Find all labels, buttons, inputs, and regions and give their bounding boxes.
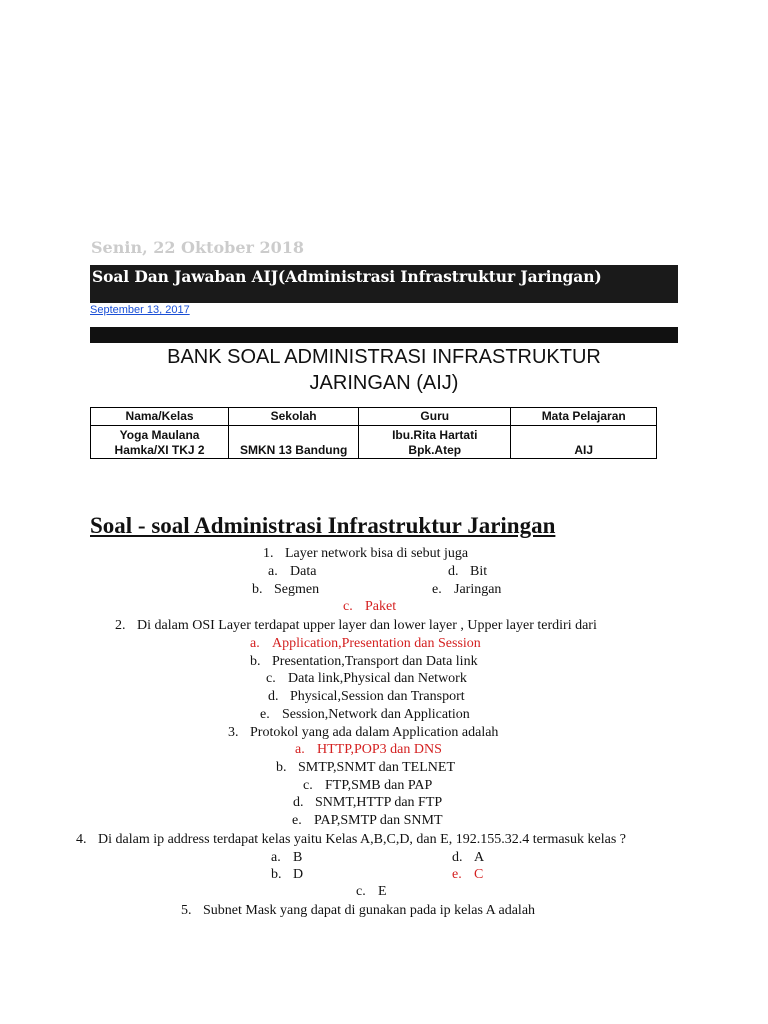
post-title[interactable]: Soal Dan Jawaban AIJ(Administrasi Infrastruktur Jaringan) <box>92 267 602 286</box>
bank-soal-title <box>90 344 678 396</box>
option-marker: b. <box>250 654 261 669</box>
question-number: 2. <box>115 618 126 633</box>
question-text: Di dalam ip address terdapat kelas yaitu Kelas A,B,C,D, dan E, 192.155.32.4 termasuk kelas ? <box>98 832 626 847</box>
student-info-table <box>90 407 657 459</box>
cell-line: Hamka/XI TKJ 2 <box>114 443 205 457</box>
option-text: D <box>293 867 304 882</box>
q4-option-b <box>271 866 303 883</box>
option-marker: e. <box>292 813 302 828</box>
question-text: Di dalam OSI Layer terdapat upper layer dan lower layer , Upper layer terdiri dari <box>137 618 597 633</box>
question-3 <box>228 724 498 741</box>
bank-title-line2: JARINGAN (AIJ) <box>309 372 459 394</box>
option-text: FTP,SMB dan PAP <box>325 778 433 793</box>
blog-date-header: Senin, 22 Oktober 2018 <box>91 238 305 257</box>
option-text: HTTP,POP3 dan DNS <box>317 742 442 757</box>
table-row <box>91 426 657 459</box>
q2-option-d <box>268 688 465 705</box>
option-text: A <box>474 850 485 865</box>
post-date-link[interactable]: September 13, 2017 <box>90 304 190 316</box>
option-text: PAP,SMTP dan SNMT <box>314 813 443 828</box>
cell-guru <box>359 426 511 459</box>
header-strip <box>90 327 678 343</box>
question-4 <box>76 831 626 848</box>
option-marker: d. <box>268 689 279 704</box>
option-marker: e. <box>432 582 442 597</box>
q3-option-c <box>303 777 432 794</box>
option-text: C <box>474 867 484 882</box>
cell-sekolah: SMKN 13 Bandung <box>229 426 359 459</box>
q3-option-b <box>276 759 455 776</box>
option-text: Session,Network dan Application <box>282 707 470 722</box>
q1-option-d <box>448 563 487 580</box>
option-text: SNMT,HTTP dan FTP <box>315 795 443 810</box>
option-text: Application,Presentation dan Session <box>272 636 481 651</box>
q4-option-d <box>452 849 484 866</box>
option-text: Paket <box>365 599 397 614</box>
question-number: 1. <box>263 546 274 561</box>
option-marker: b. <box>276 760 287 775</box>
q4-option-a <box>271 849 302 866</box>
option-marker: d. <box>293 795 304 810</box>
option-marker: b. <box>252 582 263 597</box>
cell-mata-pelajaran: AIJ <box>511 426 657 459</box>
table-header-cell: Sekolah <box>229 408 359 426</box>
cell-line: Yoga Maulana <box>119 428 200 442</box>
q1-option-b <box>252 581 319 598</box>
section-title: Soal - soal Administrasi Infrastruktur Jaringan <box>90 513 556 538</box>
question-text: Subnet Mask yang dapat di gunakan pada ip kelas A adalah <box>203 903 536 918</box>
option-marker: a. <box>250 636 260 651</box>
option-marker: a. <box>295 742 305 757</box>
table-header-row <box>91 408 657 426</box>
option-marker: d. <box>452 850 463 865</box>
question-number: 5. <box>181 903 192 918</box>
option-marker: e. <box>260 707 270 722</box>
option-marker: a. <box>268 564 278 579</box>
option-text: E <box>378 884 387 899</box>
option-text: Physical,Session dan Transport <box>290 689 465 704</box>
question-number: 4. <box>76 832 87 847</box>
question-2 <box>115 617 597 634</box>
cell-line: Bpk.Atep <box>408 443 462 457</box>
q1-option-e <box>432 581 501 598</box>
option-text: Segmen <box>274 582 320 597</box>
option-text: Bit <box>470 564 488 579</box>
q4-option-e-answer <box>452 866 483 883</box>
option-marker: b. <box>271 867 282 882</box>
option-marker: c. <box>343 599 353 614</box>
option-text: B <box>293 850 303 865</box>
q1-option-c-answer <box>343 598 396 615</box>
q3-option-e <box>292 812 443 829</box>
q4-option-c <box>356 883 387 900</box>
q2-option-a-answer <box>250 635 481 652</box>
option-marker: c. <box>303 778 313 793</box>
q2-option-b <box>250 653 478 670</box>
q1-option-a <box>268 563 316 580</box>
option-marker: e. <box>452 867 462 882</box>
q2-option-e <box>260 706 470 723</box>
option-marker: c. <box>266 671 276 686</box>
q3-option-d <box>293 794 442 811</box>
option-marker: a. <box>271 850 281 865</box>
post-title-bar <box>90 265 678 303</box>
question-text: Layer network bisa di sebut juga <box>285 546 469 561</box>
option-text: Presentation,Transport dan Data link <box>272 654 478 669</box>
cell-line: Ibu.Rita Hartati <box>392 428 478 442</box>
question-text: Protokol yang ada dalam Application adalah <box>250 725 499 740</box>
question-5 <box>181 902 535 919</box>
table-header-cell: Nama/Kelas <box>91 408 229 426</box>
option-text: Data link,Physical dan Network <box>288 671 467 686</box>
q2-option-c <box>266 670 467 687</box>
option-marker: d. <box>448 564 459 579</box>
q3-option-a-answer <box>295 741 442 758</box>
table-header-cell: Mata Pelajaran <box>511 408 657 426</box>
option-text: Jaringan <box>454 582 502 597</box>
question-1 <box>263 545 468 562</box>
table-header-cell: Guru <box>359 408 511 426</box>
bank-title-line1: BANK SOAL ADMINISTRASI INFRASTRUKTUR <box>167 346 601 368</box>
option-text: Data <box>290 564 317 579</box>
cell-nama-kelas <box>91 426 229 459</box>
option-marker: c. <box>356 884 366 899</box>
question-number: 3. <box>228 725 239 740</box>
option-text: SMTP,SNMT dan TELNET <box>298 760 455 775</box>
